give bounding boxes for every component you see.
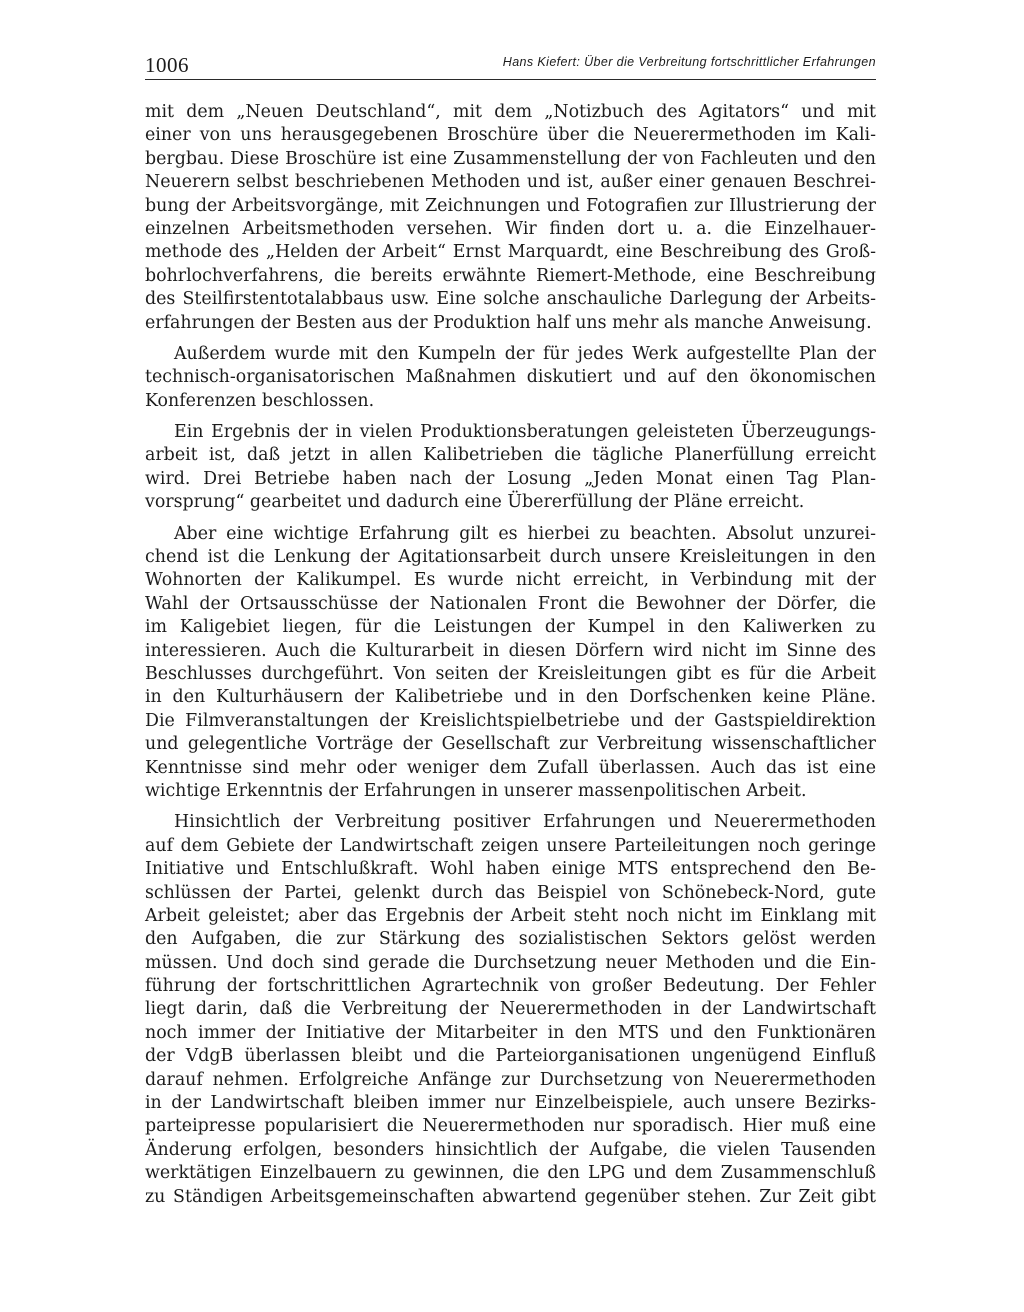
text-line: Hinsichtlich der Verbreitung positiver Erfahrungen und Neuerermethoden (174, 812, 876, 833)
text-line: Aber eine wichtige Erfahrung gilt es hierbei zu beachten. Absolut unzurei- (174, 523, 876, 544)
paragraph (145, 343, 876, 413)
text-line: schlüssen der Partei, gelenkt durch das Beispiel von Schönebeck-Nord, gute (145, 882, 876, 903)
text-line: müssen. Und doch sind gerade die Durchsetzung neuer Methoden und die Ein- (145, 952, 876, 973)
text-line: parteipresse popularisiert die Neuerermethoden nur sporadisch. Hier muß eine (145, 1116, 876, 1137)
text-line: einer von uns herausgegebenen Broschüre über die Neuerermethoden im Kali- (145, 125, 876, 146)
text-line: bergbau. Diese Broschüre ist eine Zusammenstellung der von Fachleuten und den (145, 148, 876, 169)
text-line: Neuerern selbst beschriebenen Methoden und ist, außer einer genauen Beschrei- (145, 172, 876, 193)
text-line: und gelegentliche Vorträge der Gesellschaft zur Verbreitung wissenschaftlicher (145, 734, 876, 755)
text-line: technisch-organisatorischen Maßnahmen diskutiert und auf den ökonomischen (145, 367, 876, 388)
text-line: liegt darin, daß die Verbreitung der Neuerermethoden in der Landwirtschaft (145, 999, 876, 1020)
text-line: Ein Ergebnis der in vielen Produktionsberatungen geleisteten Überzeugungs- (174, 422, 876, 443)
text-line: methode des „Helden der Arbeit“ Ernst Marquardt, eine Beschreibung des Groß- (145, 242, 876, 263)
text-line: Außerdem wurde mit den Kumpeln der für jedes Werk aufgestellte Plan der (174, 343, 876, 364)
text-line: im Kaligebiet liegen, für die Leistungen der Kumpel in den Kaliwerken zu (145, 617, 876, 638)
paragraph (145, 421, 876, 515)
text-line: bohrlochverfahrens, die bereits erwähnte Riemert-Methode, eine Beschreibung (145, 265, 876, 286)
text-line: einzelnen Arbeitsmethoden versehen. Wir finden dort u. a. die Einzelhauer- (145, 218, 876, 239)
running-title: Hans Kiefert: Über die Verbreitung fortschrittlicher Erfahrungen (502, 55, 876, 69)
text-line: darauf nehmen. Erfolgreiche Anfänge zur Durchsetzung von Neuerermethoden (145, 1069, 876, 1090)
page-header (145, 49, 876, 80)
text-line: Änderung erfolgen, besonders hinsichtlich der Aufgabe, die vielen Tausenden (145, 1139, 876, 1160)
text-line: noch immer der Initiative der Mitarbeiter in den MTS und den Funktionären (145, 1022, 876, 1043)
text-line: der VdgB überlassen bleibt und die Parteiorganisationen ungenügend Einfluß (145, 1046, 876, 1067)
text-line: Wahl der Ortsausschüsse der Nationalen Front die Bewohner der Dörfer, die (145, 593, 876, 614)
text-line: den Aufgaben, die zur Stärkung des sozialistischen Sektors gelöst werden (145, 929, 876, 950)
text-line: des Steilfirstentotalabbaus usw. Eine solche anschauliche Darlegung der Arbeits- (145, 289, 876, 310)
text-line: zu Ständigen Arbeitsgemeinschaften abwartend gegenüber stehen. Zur Zeit gibt (145, 1186, 876, 1207)
text-line: Die Filmveranstaltungen der Kreislichtspielbetriebe und der Gastspieldirektion (145, 710, 876, 731)
text-line: bung der Arbeitsvorgänge, mit Zeichnungen und Fotografien zur Illustrierung der (145, 195, 876, 216)
text-line: Initiative und Entschlußkraft. Wohl haben einige MTS entsprechend den Be- (145, 859, 876, 880)
text-line: Beschlusses durchgeführt. Von seiten der Kreisleitungen gibt es für die Arbeit (145, 663, 876, 684)
text-line: Wohnorten der Kalikumpel. Es wurde nicht erreicht, in Verbindung mit der (145, 570, 876, 591)
text-line: wird. Drei Betriebe haben nach der Losung „Jeden Monat einen Tag Plan- (145, 468, 876, 489)
text-line: chend ist die Lenkung der Agitationsarbeit durch unsere Kreisleitungen in den (145, 547, 876, 568)
body-text (145, 101, 876, 1217)
paragraph (145, 811, 876, 1209)
text-line: in den Kulturhäusern der Kalibetriebe und in den Dorfschenken keine Pläne. (145, 687, 876, 708)
text-line: auf dem Gebiete der Landwirtschaft zeigen unsere Parteileitungen noch geringe (145, 835, 876, 856)
text-line: arbeit ist, daß jetzt in allen Kalibetrieben die tägliche Planerfüllung erreicht (145, 445, 876, 466)
text-line: erfahrungen der Besten aus der Produktion half uns mehr als manche Anweisung. (145, 312, 872, 333)
text-line: vorsprung“ gearbeitet und dadurch eine Übererfüllung der Pläne erreicht. (145, 492, 805, 513)
text-line: Konferenzen beschlossen. (145, 390, 375, 411)
text-line: Arbeit geleistet; aber das Ergebnis der Arbeit steht noch nicht im Einklang mit (145, 905, 876, 926)
page-number: 1006 (145, 53, 189, 77)
text-line: wichtige Erkenntnis der Erfahrungen in unserer massenpolitischen Arbeit. (145, 780, 807, 801)
text-line: mit dem „Neuen Deutschland“, mit dem „Notizbuch des Agitators“ und mit (145, 102, 876, 122)
paragraph (145, 101, 876, 335)
text-line: führung der fortschrittlichen Agrartechnik von großer Bedeutung. Der Fehler (145, 976, 876, 997)
text-line: werktätigen Einzelbauern zu gewinnen, die den LPG und dem Zusammenschluß (145, 1163, 876, 1184)
text-line: Kenntnisse sind mehr oder weniger dem Zufall überlassen. Auch das ist eine (145, 757, 876, 778)
text-line: in der Landwirtschaft bleiben immer nur Einzelbeispiele, auch unsere Bezirks- (145, 1093, 876, 1114)
text-line: interessieren. Auch die Kulturarbeit in diesen Dörfern wird nicht im Sinne des (145, 640, 876, 661)
paragraph (145, 523, 876, 804)
